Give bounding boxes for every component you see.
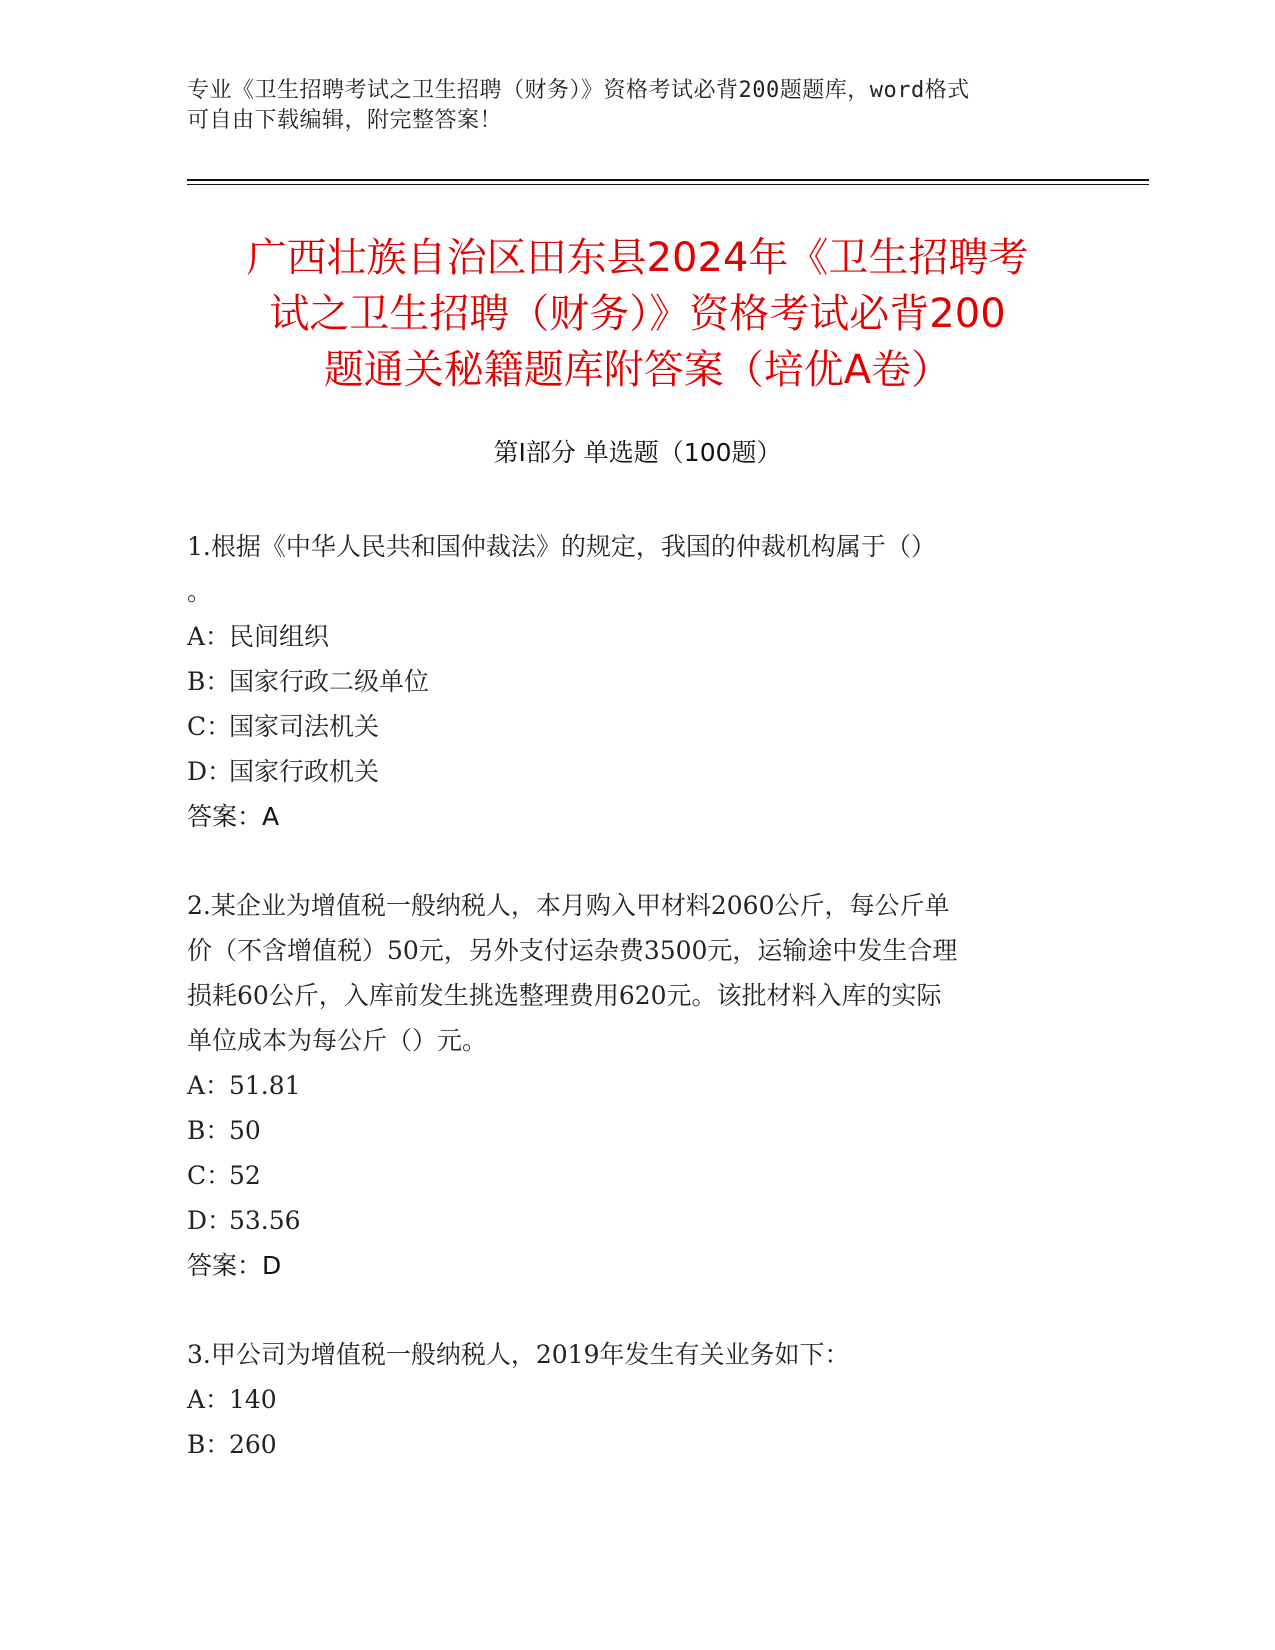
document-title xyxy=(170,230,1105,398)
question-stem: 2.某企业为增值税一般纳税人，本月购入甲材料2060公斤，每公斤单 xyxy=(187,891,950,920)
question-2 xyxy=(187,883,1087,1288)
header-line-2: 可自由下载编辑，附完整答案！ xyxy=(187,108,503,133)
question-1 xyxy=(187,524,1087,839)
option-b xyxy=(187,1422,1087,1467)
option-label: C： xyxy=(187,1161,232,1190)
document-header-note xyxy=(187,76,1087,136)
option-c xyxy=(187,704,1087,749)
question-list xyxy=(187,524,1087,1511)
title-line-1: 广西壮族自治区田东县2024年《卫生招聘考 xyxy=(246,235,1029,281)
title-line-3: 题通关秘籍题库附答案（培优A卷） xyxy=(323,347,952,393)
option-label: D： xyxy=(187,757,233,786)
option-text: 国家行政二级单位 xyxy=(229,667,430,696)
question-stem: 单位成本为每公斤（）元。 xyxy=(187,1026,488,1055)
option-text: 国家司法机关 xyxy=(229,712,380,741)
option-d xyxy=(187,1198,1087,1243)
option-c xyxy=(187,1153,1087,1198)
option-b xyxy=(187,659,1087,704)
option-d xyxy=(187,749,1087,794)
question-stem: 1.根据《中华人民共和国仲裁法》的规定，我国的仲裁机构属于（） xyxy=(187,532,936,561)
option-label: A： xyxy=(187,1071,231,1100)
option-b xyxy=(187,1108,1087,1153)
question-3 xyxy=(187,1332,1087,1467)
option-label: B： xyxy=(187,1116,231,1145)
answer-text: 答案：D xyxy=(187,1251,282,1280)
header-divider-thin xyxy=(187,184,1149,185)
question-stem: 。 xyxy=(187,577,213,606)
option-text: 52 xyxy=(229,1161,261,1190)
option-text: 民间组织 xyxy=(229,622,330,651)
section-heading: 第Ⅰ部分 单选题（100题） xyxy=(493,438,782,467)
option-label: A： xyxy=(187,1385,231,1414)
option-text: 51.81 xyxy=(229,1071,301,1100)
header-divider-thick xyxy=(187,179,1149,181)
question-stem: 3.甲公司为增值税一般纳税人，2019年发生有关业务如下： xyxy=(187,1340,850,1369)
option-label: A： xyxy=(187,622,231,651)
option-label: D： xyxy=(187,1206,233,1235)
option-text: 50 xyxy=(229,1116,261,1145)
option-a xyxy=(187,1063,1087,1108)
option-label: B： xyxy=(187,1430,231,1459)
answer-text: 答案：A xyxy=(187,802,280,831)
option-label: C： xyxy=(187,712,232,741)
option-label: B： xyxy=(187,667,231,696)
header-line-1: 专业《卫生招聘考试之卫生招聘（财务）》资格考试必背200题题库，word格式 xyxy=(187,78,970,103)
option-text: 140 xyxy=(229,1385,277,1414)
option-a xyxy=(187,1377,1087,1422)
question-stem: 损耗60公斤，入库前发生挑选整理费用620元。该批材料入库的实际 xyxy=(187,981,942,1010)
option-text: 53.56 xyxy=(229,1206,301,1235)
option-a xyxy=(187,614,1087,659)
option-text: 国家行政机关 xyxy=(229,757,380,786)
question-stem: 价（不含增值税）50元，另外支付运杂费3500元，运输途中发生合理 xyxy=(187,936,958,965)
option-text: 260 xyxy=(229,1430,277,1459)
title-line-2: 试之卫生招聘（财务）》资格考试必背200 xyxy=(269,291,1006,337)
